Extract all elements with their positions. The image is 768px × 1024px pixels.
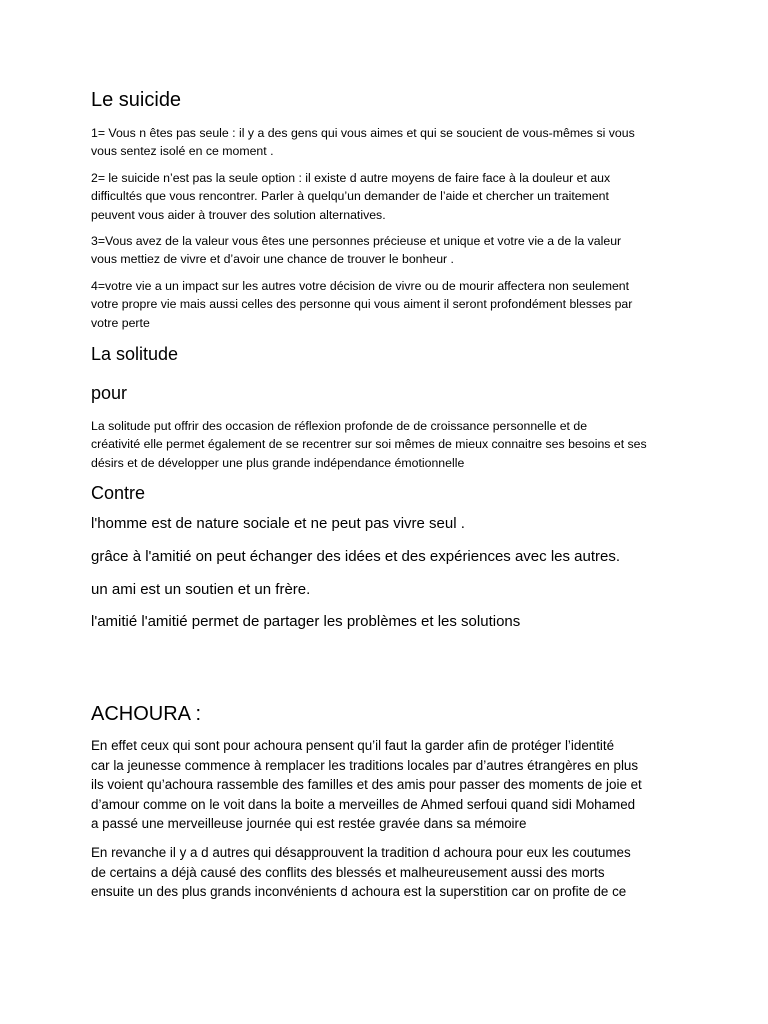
heading-contre-text: Contre	[91, 483, 146, 503]
heading-solitude-text: La solitude	[91, 344, 179, 364]
achoura-paragraph-1	[91, 736, 691, 834]
heading-pour	[91, 382, 691, 404]
text-line: difficultés que vous rencontrer. Parler à quelqu’un demander de l’aide et chercher un traitement	[91, 189, 609, 204]
text-line: un ami est un soutien et un frère.	[91, 581, 311, 598]
text-line: a passé une merveilleuse journée qui est restée gravée dans sa mémoire	[91, 816, 527, 831]
heading-suicide-text: Le suicide	[91, 89, 182, 111]
achoura-paragraph-2	[91, 843, 691, 902]
suicide-point-2	[91, 169, 691, 224]
text-line: 4=votre vie a un impact sur les autres votre décision de vivre ou de mourir affectera non seulement	[91, 279, 630, 293]
text-line: 3=Vous avez de la valeur vous êtes une personnes précieuse et unique et votre vie a de la valeur	[91, 234, 622, 248]
text-line: de certains a déjà causé des conflits des blessés et malheureusement aussi des morts	[91, 864, 605, 880]
text-line: La solitude put offrir des occasion de réflexion profonde de de croissance personnelle et de	[91, 419, 588, 433]
heading-contre	[91, 482, 691, 504]
text-line: l'homme est de nature sociale et ne peut pas vivre seul .	[91, 515, 465, 532]
suicide-point-3	[91, 232, 691, 269]
text-line: ils voient qu’achoura rassemble des familles et des amis pour passer des moments de joie et	[91, 777, 642, 792]
suicide-point-4	[91, 277, 691, 332]
contre-item-3	[91, 580, 691, 600]
text-line: En effet ceux qui sont pour achoura pensent qu’il faut la garder afin de protéger l’identité	[91, 738, 615, 753]
pour-paragraph	[91, 417, 691, 472]
text-line: d’amour comme on le voit dans la boite a merveilles de Ahmed serfoui quand sidi Mohamed	[91, 796, 636, 812]
heading-suicide	[91, 88, 691, 112]
heading-solitude	[91, 343, 691, 365]
text-line: votre propre vie mais aussi celles des personne qui vous aiment il seront profondément blesses par	[91, 297, 633, 312]
contre-item-4	[91, 612, 691, 632]
suicide-point-1	[91, 124, 691, 161]
contre-item-2	[91, 547, 691, 567]
contre-item-1	[91, 514, 691, 534]
text-line: ensuite un des plus grands inconvénients d achoura est la superstition car on profite de ce	[91, 884, 627, 899]
heading-pour-text: pour	[91, 383, 128, 403]
text-line: car la jeunesse commence à remplacer les traditions locales par d’autres étrangères en plus	[91, 757, 639, 773]
text-line: désirs et de développer une plus grande indépendance émotionnelle	[91, 455, 465, 470]
heading-achoura	[91, 702, 691, 726]
text-line: 1= Vous n êtes pas seule : il y a des gens qui vous aimes et qui se soucient de vous-mêmes si vous	[91, 126, 635, 140]
heading-achoura-text: ACHOURA :	[91, 703, 202, 725]
text-line: vous mettiez de vivre et d’avoir une chance de trouver le bonheur .	[91, 252, 454, 267]
text-line: 2= le suicide n’est pas la seule option : il existe d autre moyens de faire face à la douleur et aux	[91, 171, 611, 185]
text-line: vous sentez isolé en ce moment .	[91, 144, 274, 159]
text-line: l'amitié l'amitié permet de partager les problèmes et les solutions	[91, 613, 521, 630]
text-line: grâce à l'amitié on peut échanger des idées et des expériences avec les autres.	[91, 548, 621, 565]
text-line: En revanche il y a d autres qui désapprouvent la tradition d achoura pour eux les coutumes	[91, 845, 631, 860]
text-line: votre perte	[91, 315, 150, 330]
text-line: créativité elle permet également de se recentrer sur soi mêmes de mieux connaitre ses besoins et ses	[91, 437, 647, 452]
text-line: peuvent vous aider à trouver des solution alternatives.	[91, 207, 386, 222]
